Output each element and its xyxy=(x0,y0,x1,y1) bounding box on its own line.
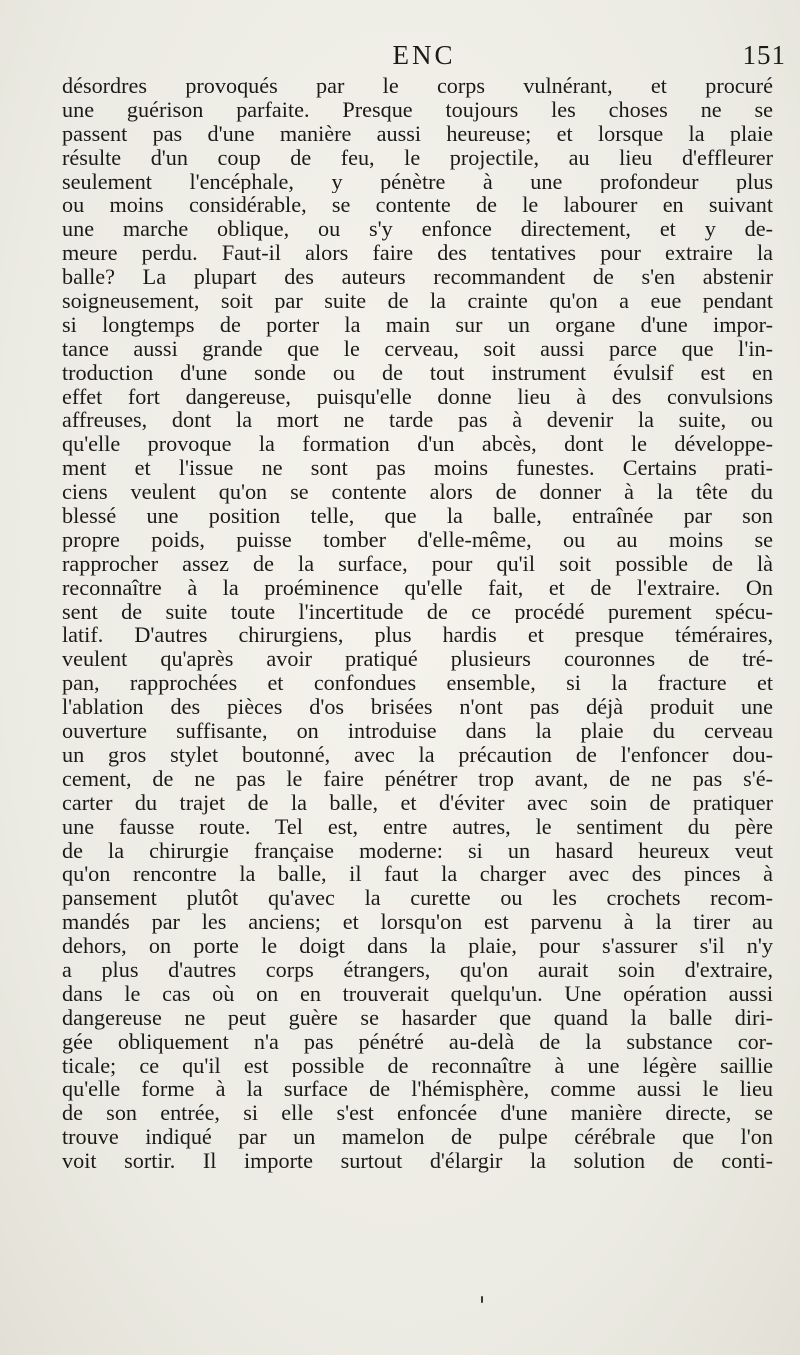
text-line: carter du trajet de la balle, et d'éviter avec soin de pratiquer xyxy=(62,790,773,815)
print-speck xyxy=(481,1296,483,1303)
text-line: ou moins considérable, se contente de le labourer en suivant xyxy=(62,193,773,218)
text-line: rapprocher assez de la surface, pour qu'il soit possible de là xyxy=(62,551,773,576)
text-line: dans le cas où on en trouverait quelqu'un. Une opération aussi xyxy=(62,981,773,1006)
text-line: cement, de ne pas le faire pénétrer trop avant, de ne pas s'é- xyxy=(62,766,773,791)
text-line: de la chirurgie française moderne: si un hasard heureux veut xyxy=(62,838,773,863)
text-line: une guérison parfaite. Presque toujours les choses ne se xyxy=(62,97,773,122)
text-line: qu'elle provoque la formation d'un abcès, dont le développe- xyxy=(62,432,773,457)
text-line: de son entrée, si elle s'est enfoncée d'une manière directe, se xyxy=(62,1101,773,1126)
text-line: ment et l'issue ne sont pas moins funestes. Certains prati- xyxy=(62,456,773,481)
text-line: a plus d'autres corps étrangers, qu'on aurait soin d'extraire, xyxy=(62,957,773,982)
text-line: désordres provoqués par le corps vulnérant, et procuré xyxy=(62,74,773,98)
text-line: si longtemps de porter la main sur un organe d'une impor- xyxy=(62,312,773,337)
text-line: seulement l'encéphale, y pénètre à une profondeur plus xyxy=(62,169,773,194)
text-line: tance aussi grande que le cerveau, soit aussi parce que l'in- xyxy=(62,336,773,361)
text-line: effet fort dangereuse, puisqu'elle donne lieu à des convulsions xyxy=(62,384,773,409)
text-line: ouverture suffisante, on introduise dans la plaie du cerveau xyxy=(62,719,773,743)
text-line: dehors, on porte le doigt dans la plaie, pour s'assurer s'il n'y xyxy=(62,934,773,958)
text-line: trouve indiqué par un mamelon de pulpe cérébrale que l'on xyxy=(62,1125,773,1150)
text-line: une fausse route. Tel est, entre autres, le sentiment du père xyxy=(62,814,773,839)
text-line: troduction d'une sonde ou de tout instrument évulsif est en xyxy=(62,360,773,385)
text-line: une marche oblique, ou s'y enfonce directement, et y de- xyxy=(62,217,773,242)
page-header xyxy=(62,38,786,72)
text-line: soigneusement, soit par suite de la crainte qu'on a eue pendant xyxy=(62,289,773,313)
body-text xyxy=(62,74,773,1173)
text-line: voit sortir. Il importe surtout d'élargir la solution de conti- xyxy=(62,1149,773,1173)
running-head: ENC xyxy=(392,40,456,70)
text-line: qu'elle forme à la surface de l'hémisphère, comme aussi le lieu xyxy=(62,1077,773,1102)
text-line: reconnaître à la proéminence qu'elle fait, et de l'extraire. On xyxy=(62,575,773,600)
text-line: ciens veulent qu'on se contente alors de donner à la tête du xyxy=(62,480,773,505)
page-number: 151 xyxy=(742,40,786,70)
text-line: dangereuse ne peut guère se hasarder que quand la balle diri- xyxy=(62,1005,773,1030)
text-line: balle? La plupart des auteurs recommandent de s'en abstenir xyxy=(62,265,773,290)
text-line: l'ablation des pièces d'os brisées n'ont pas déjà produit une xyxy=(62,695,773,720)
text-line: gée obliquement n'a pas pénétré au-delà de la substance cor- xyxy=(62,1029,773,1054)
text-line: sent de suite toute l'incertitude de ce procédé purement spécu- xyxy=(62,599,773,624)
text-line: mandés par les anciens; et lorsqu'on est parvenu à la tirer au xyxy=(62,910,773,935)
text-line: blessé une position telle, que la balle, entraînée par son xyxy=(62,504,773,528)
text-line: passent pas d'une manière aussi heureuse; et lorsque la plaie xyxy=(62,121,773,146)
text-line: un gros stylet boutonné, avec la précaution de l'enfoncer dou- xyxy=(62,742,773,767)
text-line: affreuses, dont la mort ne tarde pas à devenir la suite, ou xyxy=(62,408,773,433)
text-line: qu'on rencontre la balle, il faut la charger avec des pinces à xyxy=(62,862,773,887)
text-line: veulent qu'après avoir pratiqué plusieurs couronnes de tré- xyxy=(62,647,773,672)
text-line: ticale; ce qu'il est possible de reconnaître à une légère saillie xyxy=(62,1053,773,1078)
text-line: résulte d'un coup de feu, le projectile, au lieu d'effleurer xyxy=(62,145,773,170)
text-line: pan, rapprochées et confondues ensemble, si la fracture et xyxy=(62,671,773,696)
text-line: latif. D'autres chirurgiens, plus hardis et presque téméraires, xyxy=(62,623,773,648)
text-line: propre poids, puisse tomber d'elle-même, ou au moins se xyxy=(62,527,773,552)
text-line: meure perdu. Faut-il alors faire des tentatives pour extraire la xyxy=(62,241,773,266)
text-line: pansement plutôt qu'avec la curette ou les crochets recom- xyxy=(62,886,773,911)
